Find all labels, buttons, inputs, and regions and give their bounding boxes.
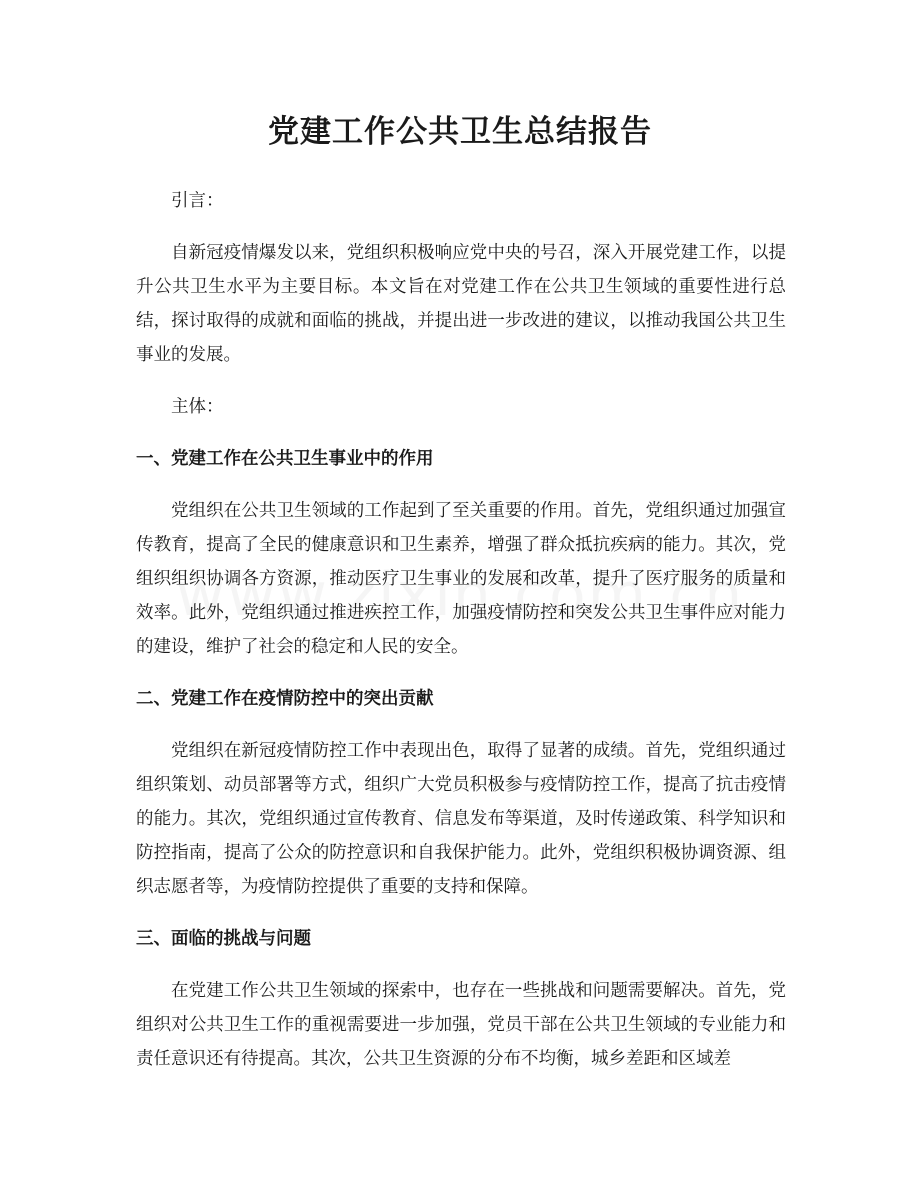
section-paragraph-1: 党组织在公共卫生领域的工作起到了至关重要的作用。首先，党组织通过加强宣传教育，提高了全民的健康意识和卫生素养，增强了群众抵抗疾病的能力。其次，党组织组织协调各方资源，推动医疗卫生事业的发展和改革，提升了医疗服务的质量和效率。此外，党组织通过推进疾控工作，加强疫情防控和突发公共卫生事件应对能力的建设，维护了社会的稳定和人民的安全。 bbox=[136, 501, 786, 657]
intro-paragraph: 自新冠疫情爆发以来，党组织积极响应党中央的号召，深入开展党建工作，以提升公共卫生水平为主要目标。本文旨在对党建工作在公共卫生领域的重要性进行总结，探讨取得的成就和面临的挑战，并提出进一步改进的建议，以推动我国公共卫生事业的发展。 bbox=[136, 243, 786, 365]
body-label: 主体： bbox=[171, 397, 224, 417]
section-heading-3: 三、面临的挑战与问题 bbox=[136, 929, 311, 949]
section-heading-1: 一、党建工作在公共卫生事业中的作用 bbox=[136, 449, 434, 469]
page-title: 党建工作公共卫生总结报告 bbox=[268, 114, 652, 150]
section-heading-2: 二、党建工作在疫情防控中的突出贡献 bbox=[136, 689, 434, 709]
document-body bbox=[136, 184, 786, 1076]
intro-label: 引言： bbox=[171, 191, 224, 211]
section-paragraph-3: 在党建工作公共卫生领域的探索中，也存在一些挑战和问题需要解决。首先，党组织对公共卫生工作的重视需要进一步加强，党员干部在公共卫生领域的专业能力和责任意识还有待提高。其次，公共卫生资源的分布不均衡，城乡差距和区域差 bbox=[136, 981, 786, 1069]
section-paragraph-2: 党组织在新冠疫情防控工作中表现出色，取得了显著的成绩。首先，党组织通过组织策划、动员部署等方式，组织广大党员积极参与疫情防控工作，提高了抗击疫情的能力。其次，党组织通过宣传教育、信息发布等渠道，及时传递政策、科学知识和防控指南，提高了公众的防控意识和自我保护能力。此外，党组织积极协调资源、组织志愿者等，为疫情防控提供了重要的支持和保障。 bbox=[136, 741, 786, 897]
